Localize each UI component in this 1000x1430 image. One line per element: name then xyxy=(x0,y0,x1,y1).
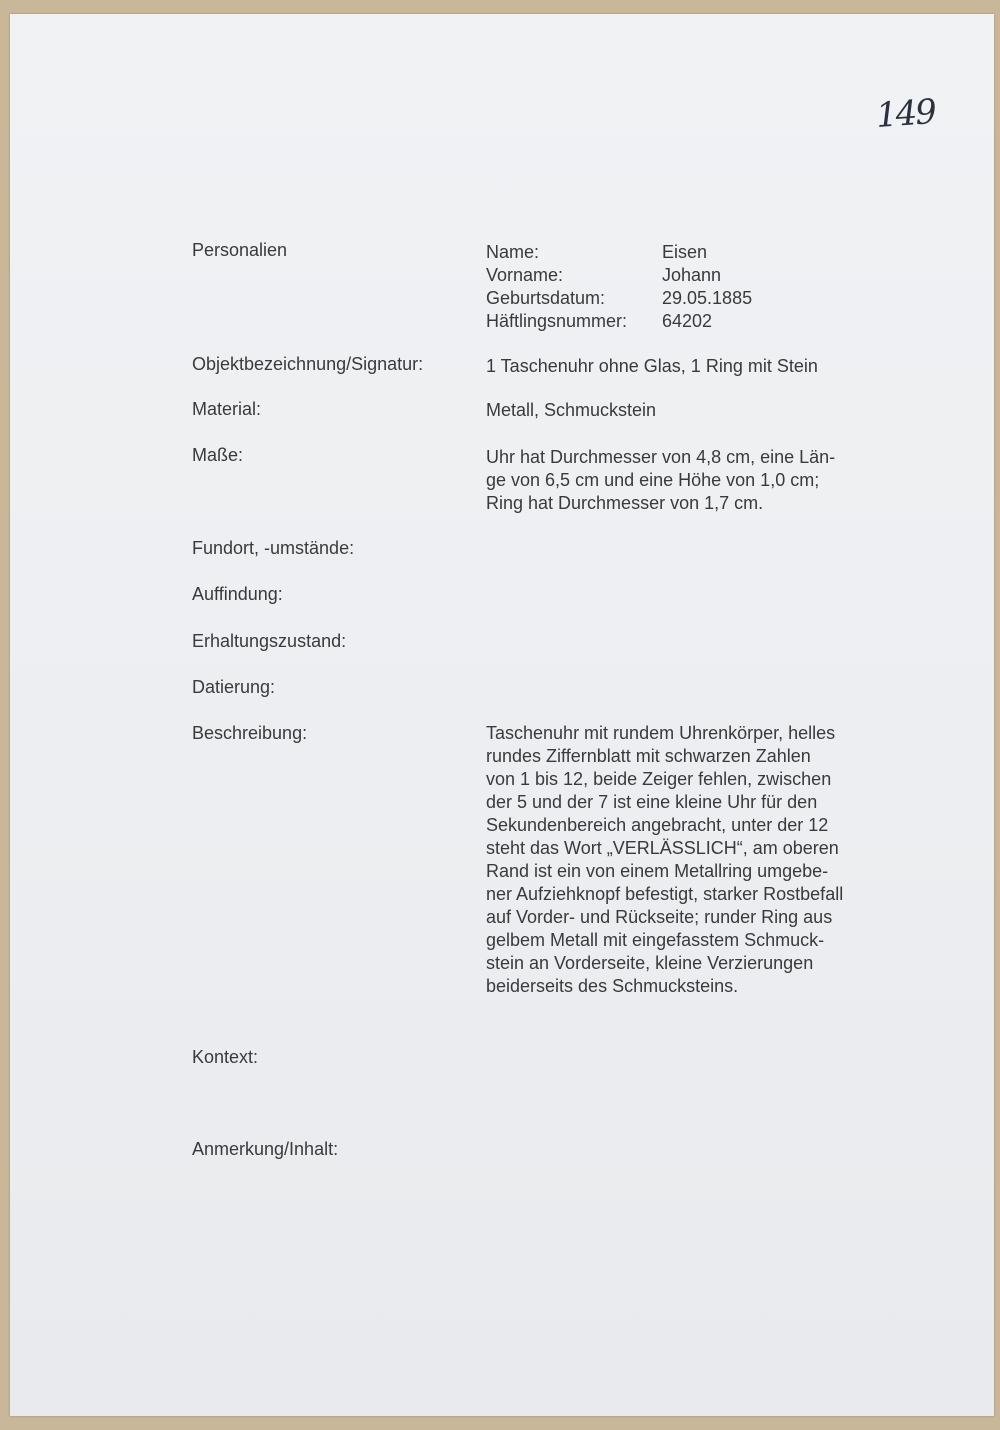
material-value: Metall, Schmuckstein xyxy=(486,400,657,420)
personalien-key: Vorname: xyxy=(486,265,564,285)
beschreibung-line: der 5 und der 7 ist eine kleine Uhr für den xyxy=(486,792,818,812)
personalien-key: Häftlingsnummer: xyxy=(486,311,628,331)
personalien-row-name xyxy=(486,241,752,264)
beschreibung-line: ner Aufziehknopf befestigt, starker Rostbefall xyxy=(486,884,844,904)
personalien-value: Johann xyxy=(662,265,722,285)
beschreibung-value xyxy=(486,722,886,998)
masse-label: Maße: xyxy=(192,445,244,465)
personalien-row-haeftlingsnummer xyxy=(486,310,752,333)
personalien-key: Geburtsdatum: xyxy=(486,288,606,308)
personalien-table xyxy=(486,241,752,333)
datierung-label: Datierung: xyxy=(192,677,276,697)
masse-line: ge von 6,5 cm und eine Höhe von 1,0 cm; xyxy=(486,470,820,490)
beschreibung-label: Beschreibung: xyxy=(192,723,308,743)
handwritten-page-number: 149 xyxy=(874,91,937,137)
beschreibung-line: steht das Wort „VERLÄSSLICH“, am oberen xyxy=(486,838,839,858)
material-label: Material: xyxy=(192,399,262,419)
beschreibung-line: von 1 bis 12, beide Zeiger fehlen, zwischen xyxy=(486,769,832,789)
beschreibung-line: beiderseits des Schmucksteins. xyxy=(486,976,739,996)
beschreibung-line: Sekundenbereich angebracht, unter der 12 xyxy=(486,815,829,835)
masse-line: Uhr hat Durchmesser von 4,8 cm, eine Län- xyxy=(486,447,836,467)
personalien-value: 29.05.1885 xyxy=(662,288,753,308)
personalien-label: Personalien xyxy=(192,240,288,260)
beschreibung-line: Rand ist ein von einem Metallring umgebe- xyxy=(486,861,829,881)
kontext-label: Kontext: xyxy=(192,1047,259,1067)
masse-line: Ring hat Durchmesser von 1,7 cm. xyxy=(486,493,764,513)
beschreibung-line: rundes Ziffernblatt mit schwarzen Zahlen xyxy=(486,746,811,766)
erhaltungszustand-label: Erhaltungszustand: xyxy=(192,631,347,651)
personalien-row-vorname xyxy=(486,264,752,287)
beschreibung-line: auf Vorder- und Rückseite; runder Ring aus xyxy=(486,907,833,927)
personalien-key: Name: xyxy=(486,242,540,262)
fundort-label: Fundort, -umstände: xyxy=(192,538,355,558)
objekt-label: Objektbezeichnung/Signatur: xyxy=(192,354,424,374)
personalien-value: 64202 xyxy=(662,311,713,331)
document-page xyxy=(10,14,994,1416)
personalien-row-geburtsdatum xyxy=(486,287,752,310)
personalien-value: Eisen xyxy=(662,242,708,262)
objekt-value: 1 Taschenuhr ohne Glas, 1 Ring mit Stein xyxy=(486,356,818,376)
masse-value xyxy=(486,446,886,515)
auffindung-label: Auffindung: xyxy=(192,584,283,604)
anmerkung-label: Anmerkung/Inhalt: xyxy=(192,1139,339,1159)
beschreibung-line: stein an Vorderseite, kleine Verzierungen xyxy=(486,953,814,973)
beschreibung-line: Taschenuhr mit rundem Uhrenkörper, helles xyxy=(486,723,836,743)
beschreibung-line: gelbem Metall mit eingefasstem Schmuck- xyxy=(486,930,825,950)
